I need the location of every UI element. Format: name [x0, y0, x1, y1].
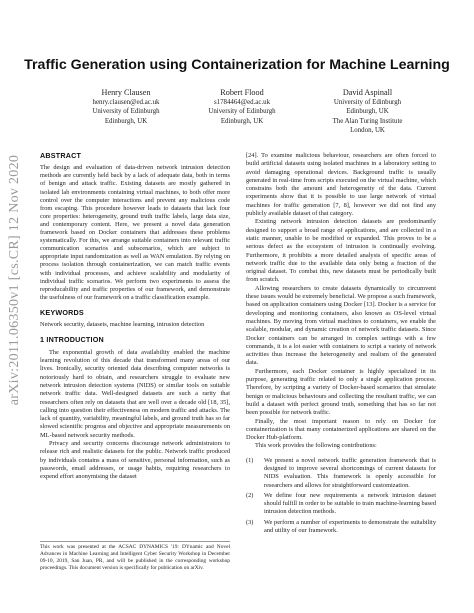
author-affiliation: University of Edinburgh: [92, 108, 160, 116]
contributions-list: [246, 457, 436, 536]
footnote: This work was presented at the ACSAC DYNAMICS '19: DYnamic and Novel Advances in Machine Learning and Intelligent Cyber Security Workshop in December 09-10, 2019, San Juan, PR, and will be published in the corresponding workshop proceedings. This document version is specifically for publication on arXiv.: [40, 541, 230, 572]
body-paragraph: Furthermore, each Docker container is highly specialized in its purpose, generating traffic related to only a single application process. Therefore, by scripting a variety of Docker-based scenarios that simulate benign or malicious behaviours and collecting the resultant traffic, we can build a dataset with perfect ground truth, something that has so far not been possible for network traffic.: [246, 367, 436, 417]
body-paragraph: Existing network intrusion detection datasets are predominantly designed to support a broad range of applications, and are collected in a static manner, unable to be modified or expanded. This proves to be a serious defect as the ecosystem of intrusion is continually evolving. Furthermore, it prohibits a more detailed analysis of specific areas of network traffic due to the available data only being a fraction of the original dataset. To combat this, new datasets must be periodically built from scratch.: [246, 218, 436, 284]
author-name: David Aspinall: [342, 88, 393, 97]
author-name: Henry Clausen: [101, 88, 151, 97]
body-paragraph: Finally, the most important reason to rely on Docker for containerization is that many containerized applications are shared on the Docker Hub-platform.: [246, 417, 436, 442]
author-location: Edinburgh, UK: [104, 117, 148, 125]
author-email: henry.clausen@ed.ac.uk: [92, 99, 160, 106]
author-location: Edinburgh, UK: [220, 117, 264, 125]
right-column: [246, 152, 436, 537]
author-name: Robert Flood: [220, 88, 264, 97]
author-location: Edinburgh, UK: [346, 108, 389, 116]
author-extra-location: London, UK: [350, 126, 385, 134]
list-item-number: (2): [246, 491, 254, 499]
contributions-intro: This work provides the following contributions:: [255, 442, 377, 450]
paper-title: Traffic Generation using Containerization for Machine Learning: [24, 57, 450, 73]
body-paragraph: [24]. To examine malicious behaviour, researchers are often forced to build artificial datasets using isolated machines in a laboratory setting to avoid damaging operational devices. Background traffic is usually generated in real-time from scripts executed on the virtual machine, which constrains both the amount and heterogeneity of the data. Current experiments show that it is possible to use large network of virtual machines for traffic generation [7, 8], however we did not find any publicly available dataset of that category.: [246, 152, 436, 218]
abstract-text: The design and evaluation of data-driven network intrusion detection methods are currently held back by a lack of adequate data, both in terms of benign and attack traffic. Existing datasets are mostly gathered in isolated lab environments containing virtual machines, to both offer more control over the computer interactions and prevent any malicious code from escaping. This procedure however leads to datasets that lack four core properties: heterogeneity, ground truth traffic labels, large data size, and contemporary content. Here, we present a novel data generation framework based on Docker containers that addresses these problems systematically. For this, we arrange suitable containers into relevant traffic communication scenarios and subscenarios, which are subject to appropriate input randomization as well as WAN emulation. By relying on process isolation through containerization, we can match traffic events with individual processes, and achieve scalability and modularity of individual traffic scenarios. We perform two experiments to assess the reproducability and traffic properties of our framework, and demonstrate the usefulness of our framework on a traffic classification example.: [40, 164, 230, 301]
list-item-text: We perform a number of experiments to demonstrate the suitability and utility of our framework.: [264, 518, 436, 535]
list-item-number: (3): [246, 518, 254, 526]
introduction-heading: 1 INTRODUCTION: [40, 335, 104, 345]
abstract-heading: ABSTRACT: [40, 151, 82, 160]
author-block: [182, 87, 302, 126]
author-block: [305, 87, 430, 135]
list-item-text: We define four new requirements a network intrusion dataset should fulfill in order to be suitable to train machine-learning based intrusion detection methods.: [264, 491, 436, 516]
author-email: s1784464@ed.ac.uk: [213, 99, 271, 106]
keywords-heading: KEYWORDS: [40, 307, 84, 317]
author-affiliation: University of Edinburgh: [208, 108, 276, 116]
intro-paragraph: The exponential growth of data availability enabled the machine learning revolution of this decade that transformed many areas of our lives. Ironically, security oriented data describing computer networks is notoriously hard to obtain, and researchers struggle to evaluate new network intrusion detection systems (NIDS) or similar tools on suitable network traffic data. Well-designed datasets are such a rarity that researchers often rely on datasets that are well over a decade old [18, 35], calling into question their effectiveness on modern traffic and attacks. The lack of quantity, variability, meaningful labels, and ground truth has so far slowed scientific progress and objective and appropriate measurements on ML-based network security methods.: [40, 348, 230, 439]
arxiv-identifier: arXiv:2011.06350v1 [cs.CR] 12 Nov 2020: [7, 154, 22, 406]
left-column: [40, 152, 230, 482]
author-extra-affiliation: The Alan Turing Institute: [332, 117, 403, 125]
author-block: [66, 87, 186, 126]
intro-paragraph: Privacy and security concerns discourage network administrators to release rich and realistic datasets for the public. Network traffic produced by individuals contains a mass of sensitive, personal information, such as passwords, email addresses, or usage habits, requiring researchers to expend effort anonymising the dataset: [40, 440, 230, 481]
list-item-number: (1): [246, 456, 254, 464]
body-paragraph: Allowing researchers to create datasets dynamically to circumvent these issues would be extremely beneficial. We propose a such framework, based on application containers using Docker [13]. Docker is a service for developing and monitoring containers, also known as OS-level virtual machines. By moving from virtual machines to containers, we enable the scalable, modular, and dynamic creation of network traffic datasets. Since Docker containers can be arranged in complex settings with a few commands, it is a lot easier with containers to script a variety of network activities thus increase the heterogeneity and realism of the generated data.: [246, 284, 436, 367]
list-item: [246, 519, 436, 536]
author-affiliation: University of Edinburgh: [333, 99, 402, 106]
list-item: [246, 492, 436, 517]
keywords-text: Network security, datasets, machine learning, intrusion detection: [40, 321, 205, 329]
list-item: [246, 457, 436, 490]
list-item-text: We present a novel network traffic generation framework that is designed to improve several shortcomings of current datasets for NIDS evaluation. This framework is openly accessible for researchers and allows for straightforward customization.: [264, 456, 436, 489]
